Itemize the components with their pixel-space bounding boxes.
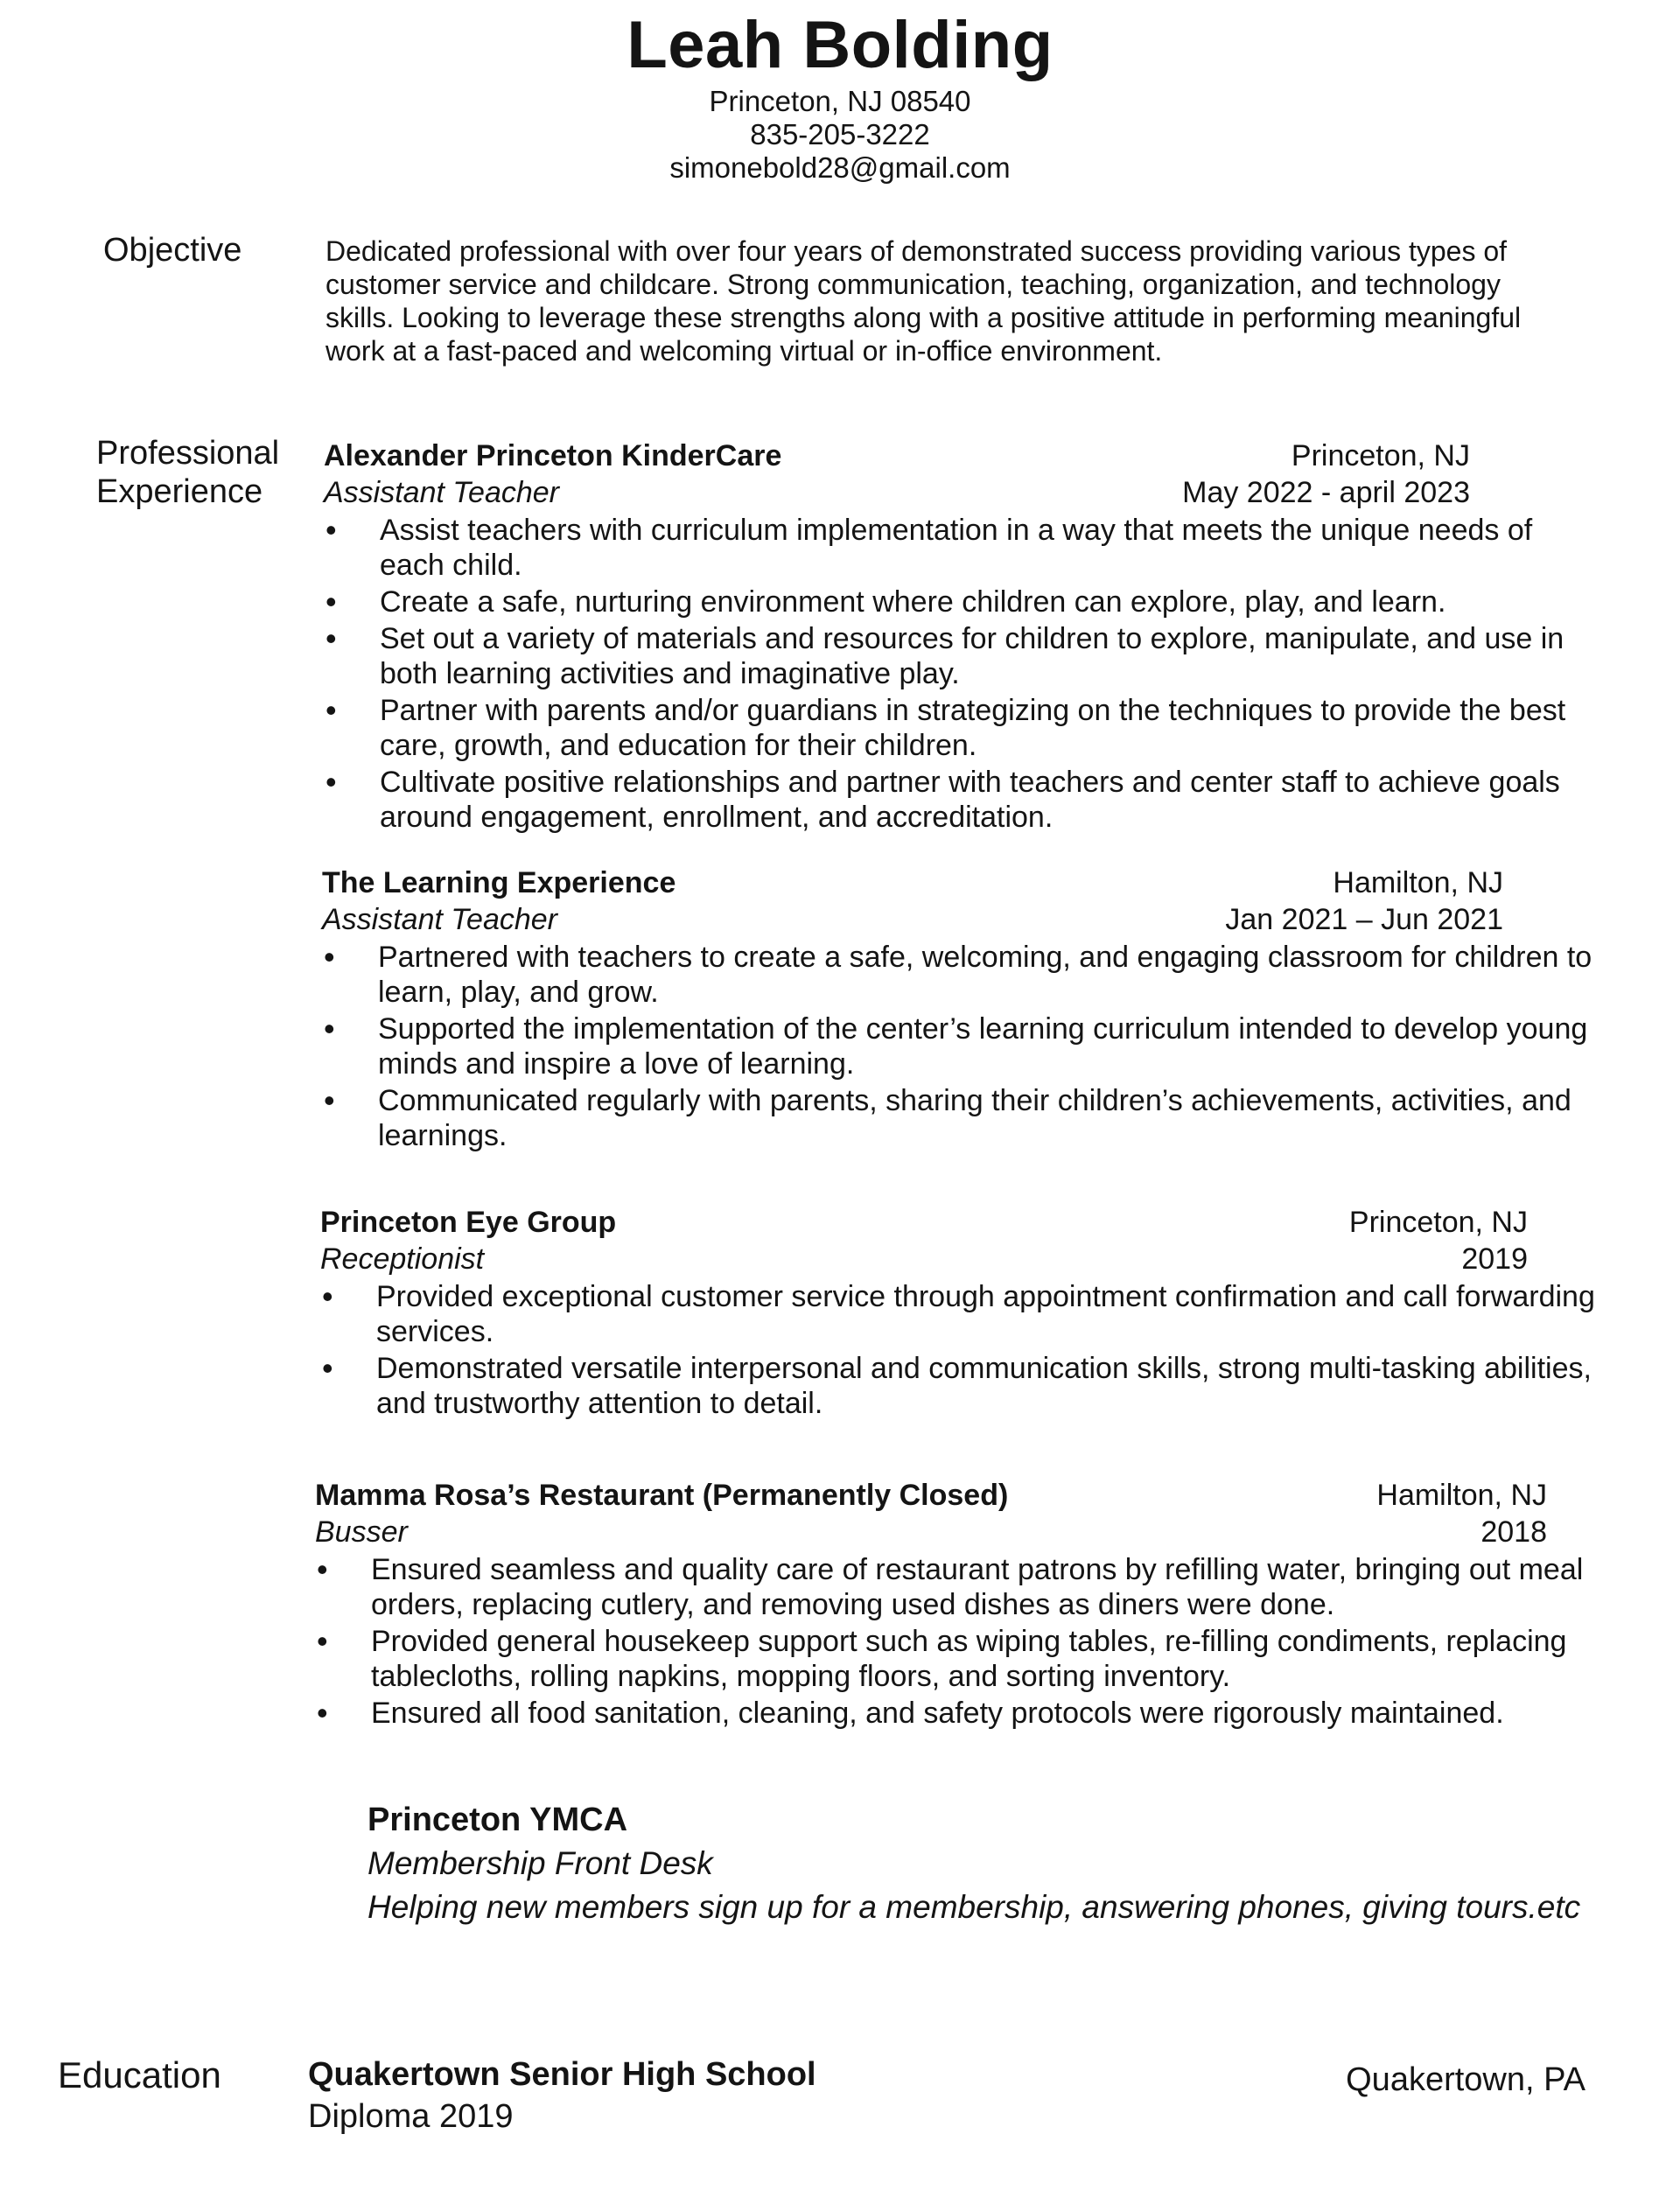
job-location: Hamilton, NJ xyxy=(1376,1479,1547,1512)
job-title: Assistant Teacher xyxy=(324,476,559,509)
job-dates: 2018 xyxy=(1480,1515,1547,1549)
objective-text: Dedicated professional with over four years of demonstrated success providing various types of customer service and childcare. Strong communication, teaching, organization, and technology skills. Looking to leverage these strengths along with a positive attitude in performing meaningful work at a fast-paced and welcoming virtual or in-office environment. xyxy=(326,235,1522,367)
bullet-item: • Set out a variety of materials and resources for children to explore, manipulate, and use in both learning activities and imaginative play. xyxy=(324,621,1566,691)
job-entry xyxy=(322,866,1592,1155)
job-description: Helping new members sign up for a membership, answering phones, giving tours.etc xyxy=(368,1889,1581,1925)
objective-label: Objective xyxy=(103,232,242,269)
job-location: Princeton, NJ xyxy=(1291,439,1470,472)
bullet-item: • Supported the implementation of the center’s learning curriculum intended to develop young minds and inspire a love of learning. xyxy=(322,1011,1617,1081)
company-name: Mamma Rosa’s Restaurant (Permanently Closed) xyxy=(315,1479,1009,1512)
bullet-item: • Provided exceptional customer service through appointment confirmation and call forwarding services. xyxy=(320,1279,1615,1349)
job-location: Hamilton, NJ xyxy=(1333,866,1503,899)
bullet-item: • Create a safe, nurturing environment where children can explore, play, and learn. xyxy=(324,584,1566,619)
school-location: Quakertown, PA xyxy=(1346,2061,1586,2098)
company-name: The Learning Experience xyxy=(322,866,676,899)
bullet-item: • Demonstrated versatile interpersonal and communication skills, strong multi-tasking abilities, and trustworthy attention to detail. xyxy=(320,1351,1615,1421)
bullet-item: • Communicated regularly with parents, sharing their children’s achievements, activities, and learnings. xyxy=(322,1083,1617,1153)
diploma: Diploma 2019 xyxy=(308,2098,514,2135)
job-entry xyxy=(320,1206,1595,1423)
bullet-item: • Ensured seamless and quality care of restaurant patrons by refilling water, bringing out meal orders, replacing cutlery, and removing used dishes as diners were done. xyxy=(315,1552,1662,1622)
job-bullets xyxy=(315,1552,1662,1731)
bullet-item: • Partner with parents and/or guardians in strategizing on the techniques to provide the best care, growth, and education for their children. xyxy=(324,693,1566,763)
address: Princeton, NJ 08540 xyxy=(709,85,971,117)
candidate-name: Leah Bolding xyxy=(626,8,1054,82)
company-name: Princeton YMCA xyxy=(368,1802,628,1838)
job-entry xyxy=(324,439,1566,836)
job-bullets xyxy=(324,513,1566,835)
ymca-entry xyxy=(368,1798,1580,1929)
company-name: Princeton Eye Group xyxy=(320,1206,617,1239)
phone: 835-205-3222 xyxy=(750,118,930,150)
company-name: Alexander Princeton KinderCare xyxy=(324,439,782,472)
bullet-item: • Assist teachers with curriculum implementation in a way that meets the unique needs of each child. xyxy=(324,513,1566,583)
job-entry xyxy=(315,1479,1584,1732)
bullet-item: • Cultivate positive relationships and partner with teachers and center staff to achieve goals around engagement, enrollment, and accreditation. xyxy=(324,765,1566,835)
bullet-item: • Partnered with teachers to create a safe, welcoming, and engaging classroom for children to learn, play, and grow. xyxy=(322,940,1617,1010)
job-dates: May 2022 - april 2023 xyxy=(1182,476,1470,509)
bullet-item: • Ensured all food sanitation, cleaning, and safety protocols were rigorously maintained. xyxy=(315,1696,1662,1731)
email: simonebold28@gmail.com xyxy=(669,151,1011,184)
job-location: Princeton, NJ xyxy=(1348,1206,1528,1239)
education-label: Education xyxy=(58,2054,221,2096)
job-title: Membership Front Desk xyxy=(368,1845,713,1881)
bullet-item: • Provided general housekeep support such as wiping tables, re-filling condiments, replacing tablecloths, rolling napkins, mopping floors, and sorting inventory. xyxy=(315,1624,1662,1694)
job-bullets xyxy=(320,1279,1615,1421)
experience-label-line1: Professional xyxy=(96,435,280,472)
job-dates: 2019 xyxy=(1461,1242,1528,1276)
experience-label-line2: Experience xyxy=(96,473,263,510)
job-title: Receptionist xyxy=(320,1242,485,1276)
job-bullets xyxy=(322,940,1617,1153)
job-dates: Jan 2021 – Jun 2021 xyxy=(1225,903,1503,936)
job-title: Assistant Teacher xyxy=(322,903,557,936)
job-title: Busser xyxy=(315,1515,408,1549)
school-name: Quakertown Senior High School xyxy=(308,2056,816,2093)
